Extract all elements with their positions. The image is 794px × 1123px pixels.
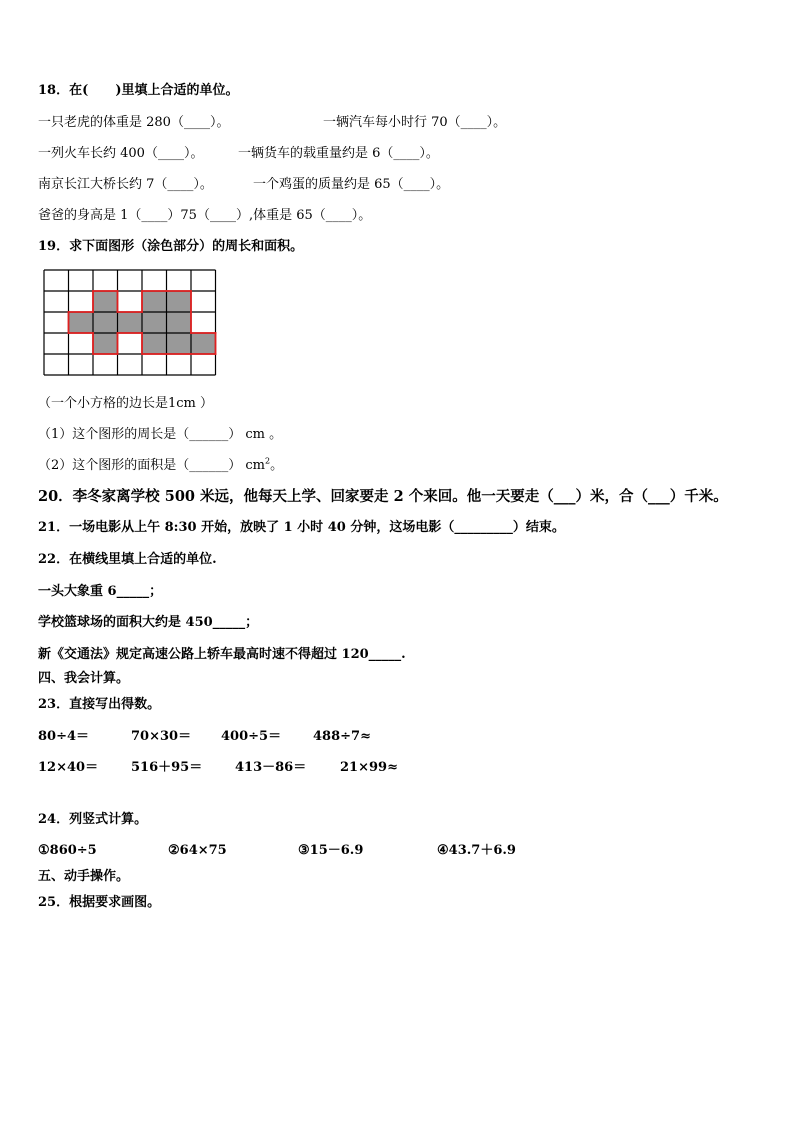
- q21-text: 21．一场电影从上午 8:30 开始，放映了 1 小时 40 分钟，这场电影（_________）结束。: [38, 520, 565, 535]
- q19-title: 19．求下面图形（涂色部分）的周长和面积。: [38, 239, 304, 254]
- q24-item-1: ①860÷5: [38, 843, 97, 858]
- shaded-cell: [142, 291, 167, 312]
- q23-r2-c2: 516＋95＝: [131, 760, 203, 775]
- shaded-cell: [167, 312, 192, 333]
- q18-row3-left: 南京长江大桥长约 7（____）。: [38, 177, 213, 192]
- q24-item-4: ④43.7＋6.9: [437, 843, 516, 858]
- q22-title: 22．在横线里填上合适的单位.: [38, 552, 217, 567]
- q18-row3-right: 一个鸡蛋的质量约是 65（____）。: [253, 177, 450, 192]
- shaded-cell: [167, 291, 192, 312]
- shaded-cell: [142, 333, 167, 354]
- q23-title: 23．直接写出得数。: [38, 697, 161, 712]
- q24-item-2: ②64×75: [168, 843, 227, 858]
- shaded-cell: [118, 312, 143, 333]
- q19-note: （一个小方格的边长是1cm ）: [38, 396, 214, 411]
- q23-r2-c4: 21×99≈: [340, 760, 398, 775]
- q23-r1-c2: 70×30＝: [131, 729, 192, 744]
- shaded-cell: [69, 312, 94, 333]
- section5-heading: 五、动手操作。: [38, 869, 130, 884]
- q19-area-sup: 2: [265, 456, 271, 466]
- q18-row2-left: 一列火车长约 400（____）。: [38, 146, 204, 161]
- q18-row1-left: 一只老虎的体重是 280（____）。: [38, 115, 230, 130]
- q23-r1-c1: 80÷4＝: [38, 729, 90, 744]
- q19-perimeter: （1）这个图形的周长是（______） cm 。: [38, 427, 283, 442]
- q18-title: 18．在( )里填上合适的单位。: [38, 83, 239, 98]
- q20-text: 20．李冬家离学校 500 米远，他每天上学、回家要走 2 个来回。他一天要走（___）米，合（___）千米。: [38, 488, 728, 505]
- shaded-shape-grid-figure: [43, 269, 219, 379]
- section4-heading: 四、我会计算。: [38, 671, 130, 686]
- shaded-cell: [93, 291, 118, 312]
- q19-area-end: 。: [270, 458, 284, 473]
- q23-r2-c3: 413－86＝: [235, 760, 307, 775]
- q22-line3: 新《交通法》规定高速公路上轿车最高时速不得超过 120_____.: [38, 647, 406, 662]
- q19-area: [38, 458, 283, 474]
- q19-area-text: （2）这个图形的面积是（______） cm: [38, 458, 266, 473]
- q18-row2-right: 一辆货车的载重量约是 6（____）。: [238, 146, 439, 161]
- q22-line2: 学校篮球场的面积大约是 450_____；: [38, 615, 259, 630]
- shaded-cell: [93, 312, 118, 333]
- shaded-cell: [142, 312, 167, 333]
- shaded-cell: [93, 333, 118, 354]
- q24-title: 24．列竖式计算。: [38, 812, 148, 827]
- q23-r2-c1: 12×40＝: [38, 760, 99, 775]
- q23-r1-c3: 400÷5＝: [221, 729, 282, 744]
- shaded-cell: [167, 333, 192, 354]
- q25-title: 25．根据要求画图。: [38, 895, 161, 910]
- q18-row4: 爸爸的身高是 1（____）75（____）,体重是 65（____）。: [38, 208, 372, 223]
- q24-item-3: ③15－6.9: [298, 843, 364, 858]
- q22-line1: 一头大象重 6_____；: [38, 584, 163, 599]
- shaded-cell: [191, 333, 216, 354]
- q23-r1-c4: 488÷7≈: [313, 729, 371, 744]
- q18-row1-right: 一辆汽车每小时行 70（____）。: [323, 115, 507, 130]
